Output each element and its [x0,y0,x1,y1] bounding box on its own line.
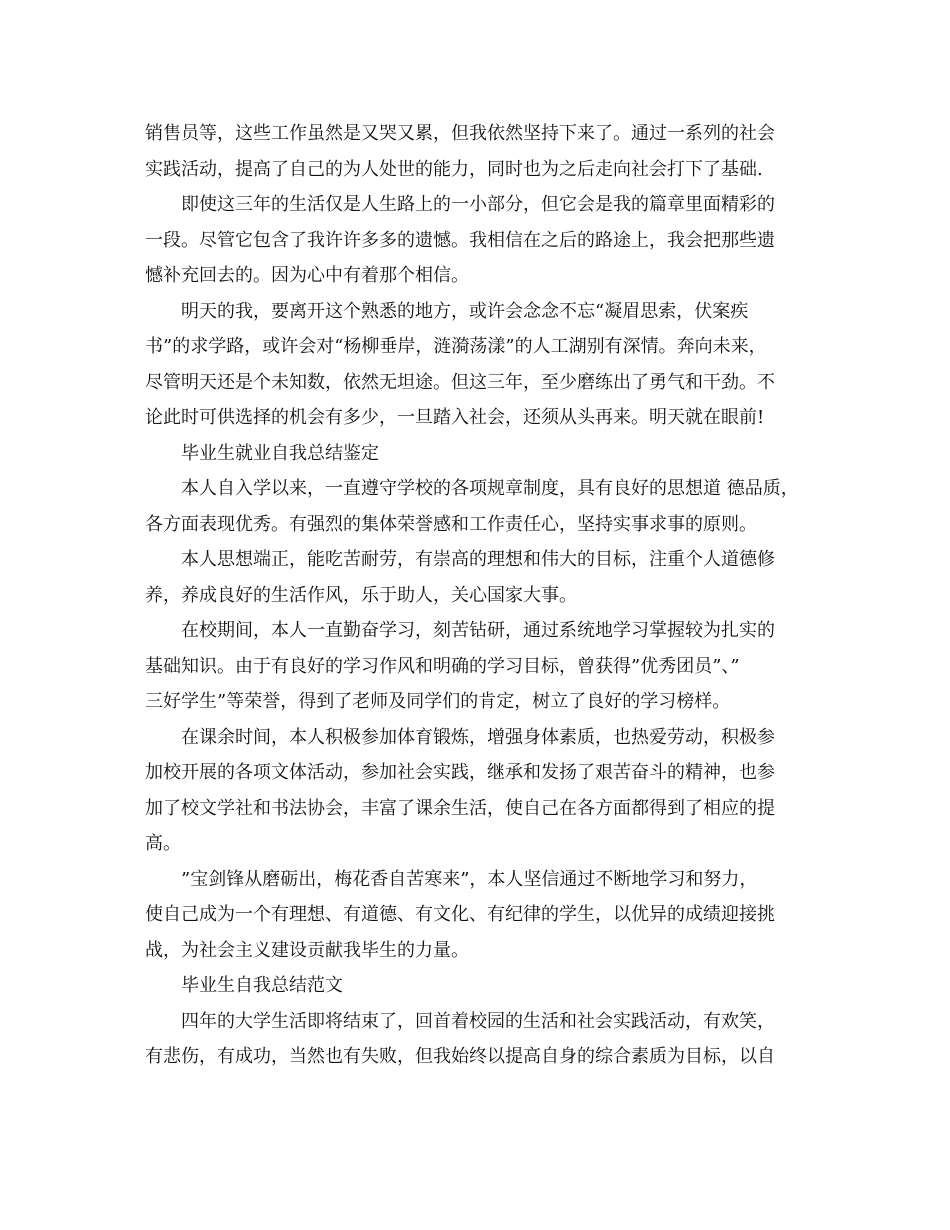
text-line: 论此时可供选择的机会有多少，一旦踏入社会，还须从头再来。明天就在眼前! [145,407,765,428]
text-line: 各方面表现优秀。有强烈的集体荣誉感和工作责任心，坚持实事求事的原则。 [145,514,757,535]
text-line: 养，养成良好的生活作风，乐于助人，关心国家大事。 [145,585,577,606]
text-line: 憾补充回去的。因为心中有着那个相信。 [145,265,469,286]
text-line: 有悲伤，有成功，当然也有失败，但我始终以提高自身的综合素质为目标，以自 [145,1046,775,1067]
text-line: 战，为社会主义建设贡献我毕生的力量。 [145,940,469,961]
paragraph-start: 本人思想端正，能吃苦耐劳，有崇高的理想和伟大的目标，注重个人道德修 [181,549,775,570]
section-heading: 毕业生就业自我总结鉴定 [181,443,379,464]
paragraph-start: 即使这三年的生活仅是人生路上的一小部分，但它会是我的篇章里面精彩的 [181,194,775,215]
text-line: 高。 [145,833,181,854]
text-line: 基础知识。由于有良好的学习作风和明确的学习目标，曾获得”优秀团员”、” [145,656,740,677]
text-line: 加了校文学社和书法协会，丰富了课余生活，使自己在各方面都得到了相应的提 [145,798,775,819]
text-line: 书”的求学路，或许会对“杨柳垂岸，涟漪荡漾”的人工湖别有深情。奔向未来， [145,336,767,357]
paragraph-start: 四年的大学生活即将结束了，回首着校园的生活和社会实践活动，有欢笑， [181,1011,775,1032]
text-line: 使自己成为一个有理想、有道德、有文化、有纪律的学生，以优异的成绩迎接挑 [145,904,775,925]
section-heading: 毕业生自我总结范文 [181,975,343,996]
paragraph-start: 在课余时间，本人积极参加体育锻炼，增强身体素质，也热爱劳动，积极参 [181,727,775,748]
paragraph-start: 明天的我，要离开这个熟悉的地方，或许会念念不忘“凝眉思索，伏案疾 [181,301,749,322]
text-line: 销售员等，这些工作虽然是又哭又累，但我依然坚持下来了。通过一系列的社会 [145,123,775,144]
paragraph-start: 本人自入学以来，一直遵守学校的各项规章制度，具有良好的思想道 德品质， [181,478,799,499]
text-line: 尽管明天还是个未知数，依然无坦途。但这三年，至少磨练出了勇气和干劲。不 [145,372,775,393]
paragraph-start: ”宝剑锋从磨砺出，梅花香自苦寒来”，本人坚信通过不断地学习和努力， [181,869,758,890]
paragraph-start: 在校期间，本人一直勤奋学习，刻苦钻研，通过系统地学习掌握较为扎实的 [181,620,775,641]
text-line: 实践活动，提高了自己的为人处世的能力，同时也为之后走向社会打下了基础. [145,159,763,180]
text-line: 加校开展的各项文体活动，参加社会实践，继承和发扬了艰苦奋斗的精神，也参 [145,762,775,783]
text-line: 一段。尽管它包含了我许许多多的遗憾。我相信在之后的路途上，我会把那些遗 [145,230,775,251]
text-line: 三好学生”等荣誉，得到了老师及同学们的肯定，树立了良好的学习榜样。 [145,691,731,712]
